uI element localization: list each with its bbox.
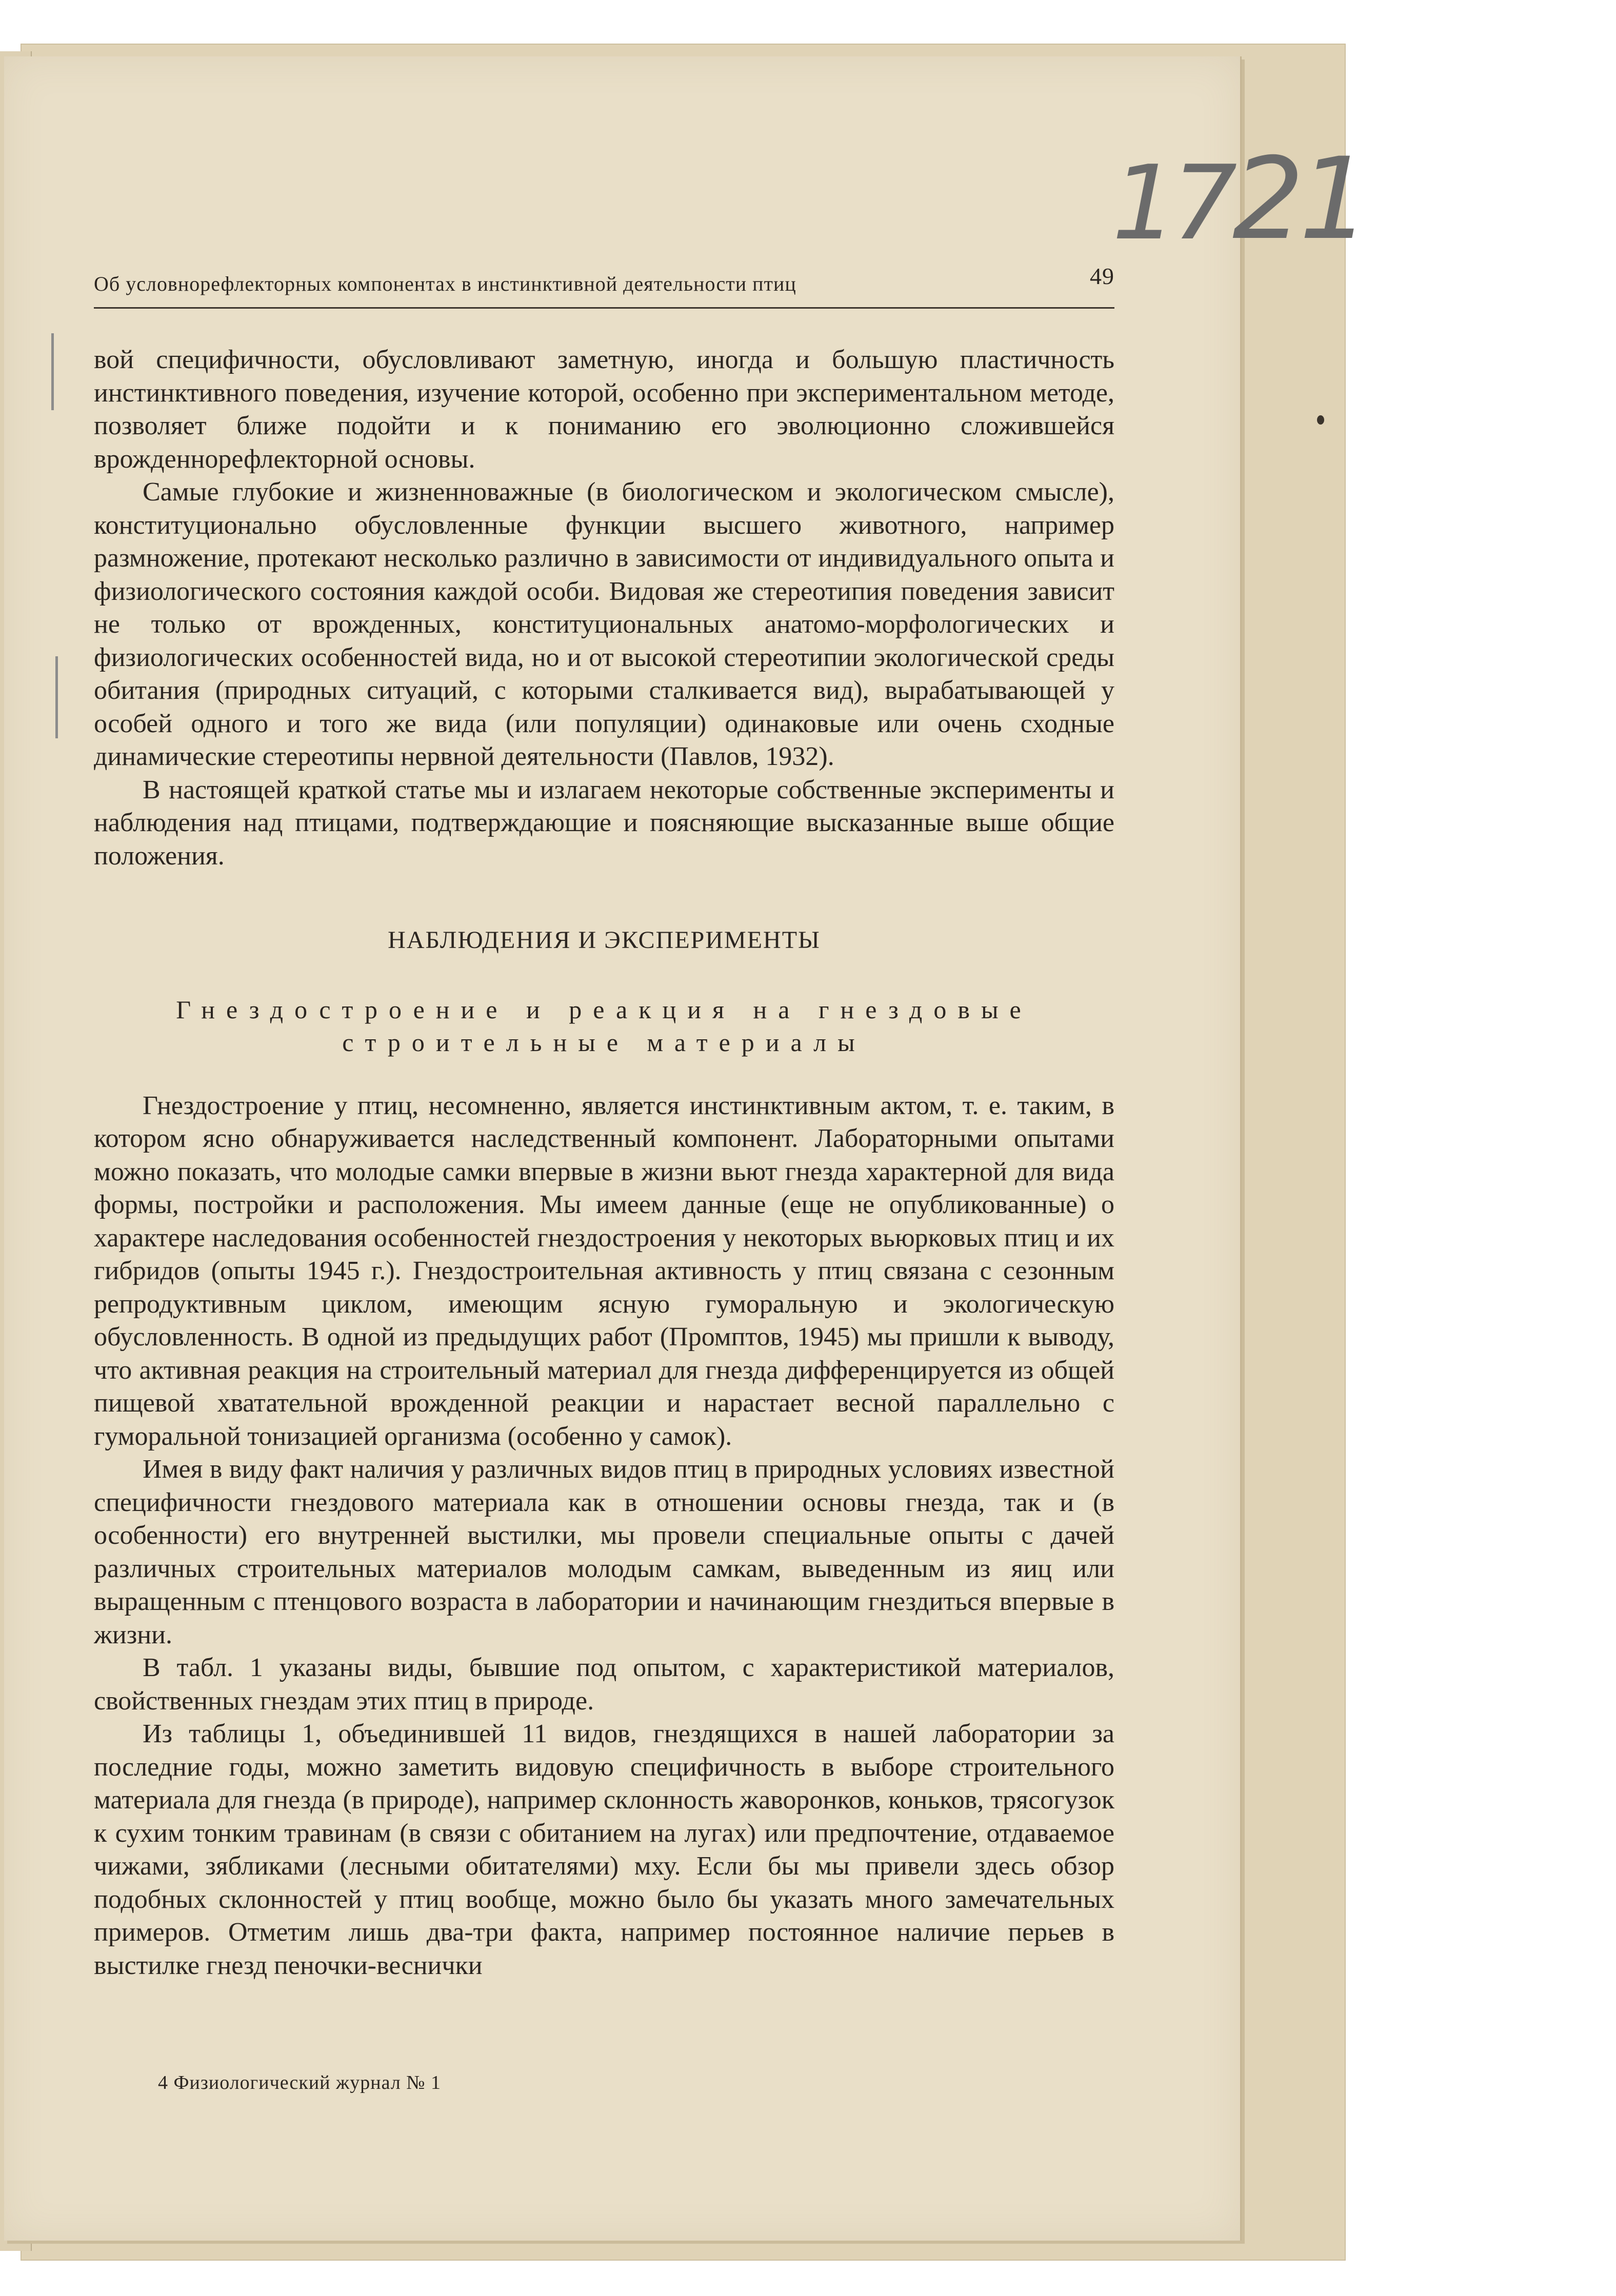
document-page	[4, 56, 1366, 2241]
paragraph: вой специфичности, обусловливают заметную, иногда и большую пластичность инстинктивного поведения, изучение которой, особенно при экспериментальном методе, позволяет ближе подойти и к пониманию его эволюционно сложившейся врожденнорефлекторной основы.	[94, 345, 1114, 474]
running-header	[94, 263, 1114, 309]
running-title: Об условнорефлекторных компонентах в инстинктивной деятельности птиц	[94, 272, 796, 295]
paragraph: В настоящей краткой статье мы и излагаем некоторые собственные эксперименты и наблюдения над птицами, подтверждающие и поясняющие высказанные выше общие положения.	[94, 775, 1114, 871]
handwritten-number: 17	[1112, 144, 1232, 263]
margin-pencil-mark	[51, 333, 54, 410]
body-text	[94, 344, 1114, 1982]
subsection-title	[94, 993, 1114, 1059]
margin-pencil-mark	[55, 656, 58, 738]
paragraph: Имея в виду факт наличия у различных видов птиц в природных условиях известной специфичности гнездового материала как в отношении основы гнезда, так и (в особенности) его внутренней выстилки, мы провели специальные опыты с дачей различных строительных материалов молодым самкам, выведенным из яиц или выращенным с птенцового возраста в лаборатории и начинающим гнездиться впервые в жизни.	[94, 1455, 1114, 1649]
page-footer: 4 Физиологический журнал № 1	[158, 2072, 442, 2093]
paragraph: Самые глубокие и жизненноважные (в биологическом и экологическом смысле), конституционально обусловленные функции высшего животного, например размножение, протекают несколько различно в зависимости от индивидуального опыта и физиологического состояния каждой особи. Видовая же стереотипия поведения зависит не только от врожденных, конституциональных анатомо-морфологических и физиологических особенностей вида, но и от высокой стереотипии экологической среды обитания (природных ситуаций, с которыми сталкивается вид), вырабатывающей у особей одного и того же вида (или популяции) одинаковые или очень сходные динамические стереотипы нервной деятельности (Павлов, 1932).	[94, 477, 1114, 771]
subsection-title-line: Гнездостроение и реакция на гнездовые	[176, 995, 1032, 1024]
section-title: НАБЛЮДЕНИЯ И ЭКСПЕРИМЕНТЫ	[388, 927, 821, 954]
ink-dot	[1317, 415, 1324, 425]
paragraph: Гнездостроение у птиц, несомненно, является инстинктивным актом, т. е. таким, в котором ясно обнаруживается наследственный компонент. Лабораторными опытами можно показать, что молодые самки впервые в жизни вьют гнезда характерной для вида формы, постройки и расположения. Мы имеем данные (еще не опубликованные) о характере наследования особенностей гнездостроения у некоторых вьюрковых птиц и их гибридов (опыты 1945 г.). Гнездостроительная активность у птиц связана с сезонным репродуктивным циклом, имеющим ясную гуморальную и экологическую обусловленность. В одной из предыдущих работ (Промптов, 1945) мы пришли к выводу, что активная реакция на строительный материал для гнезда дифференцируется из общей пищевой хватательной врожденной реакции и нарастает весной параллельно с гуморальной тонизацией организма (особенно у самок).	[94, 1091, 1114, 1451]
paragraph: В табл. 1 указаны виды, бывшие под опытом, с характеристикой материалов, свойственных гнездам этих птиц в природе.	[94, 1653, 1114, 1716]
handwritten-number: 21	[1232, 133, 1366, 265]
paragraph: Из таблицы 1, объединившей 11 видов, гнездящихся в нашей лаборатории за последние годы, можно заметить видовую специфичность в выборе строительного материала для гнезда (в природе), например склонность жаворонков, коньков, трясогузок к сухим тонким травинам (в связи с обитанием на лугах) или предпочтение, отдаваемое чижами, зябликами (лесными обитателями) мху. Если бы мы привели здесь обзор подобных склонностей у птиц вообще, можно было бы указать много замечательных примеров. Отметим лишь два-три факта, например постоянное наличие перьев в выстилке гнезд пеночки-веснички	[94, 1719, 1114, 1980]
page-number: 49	[1090, 263, 1114, 289]
subsection-title-line: строительные материалы	[342, 1028, 866, 1057]
